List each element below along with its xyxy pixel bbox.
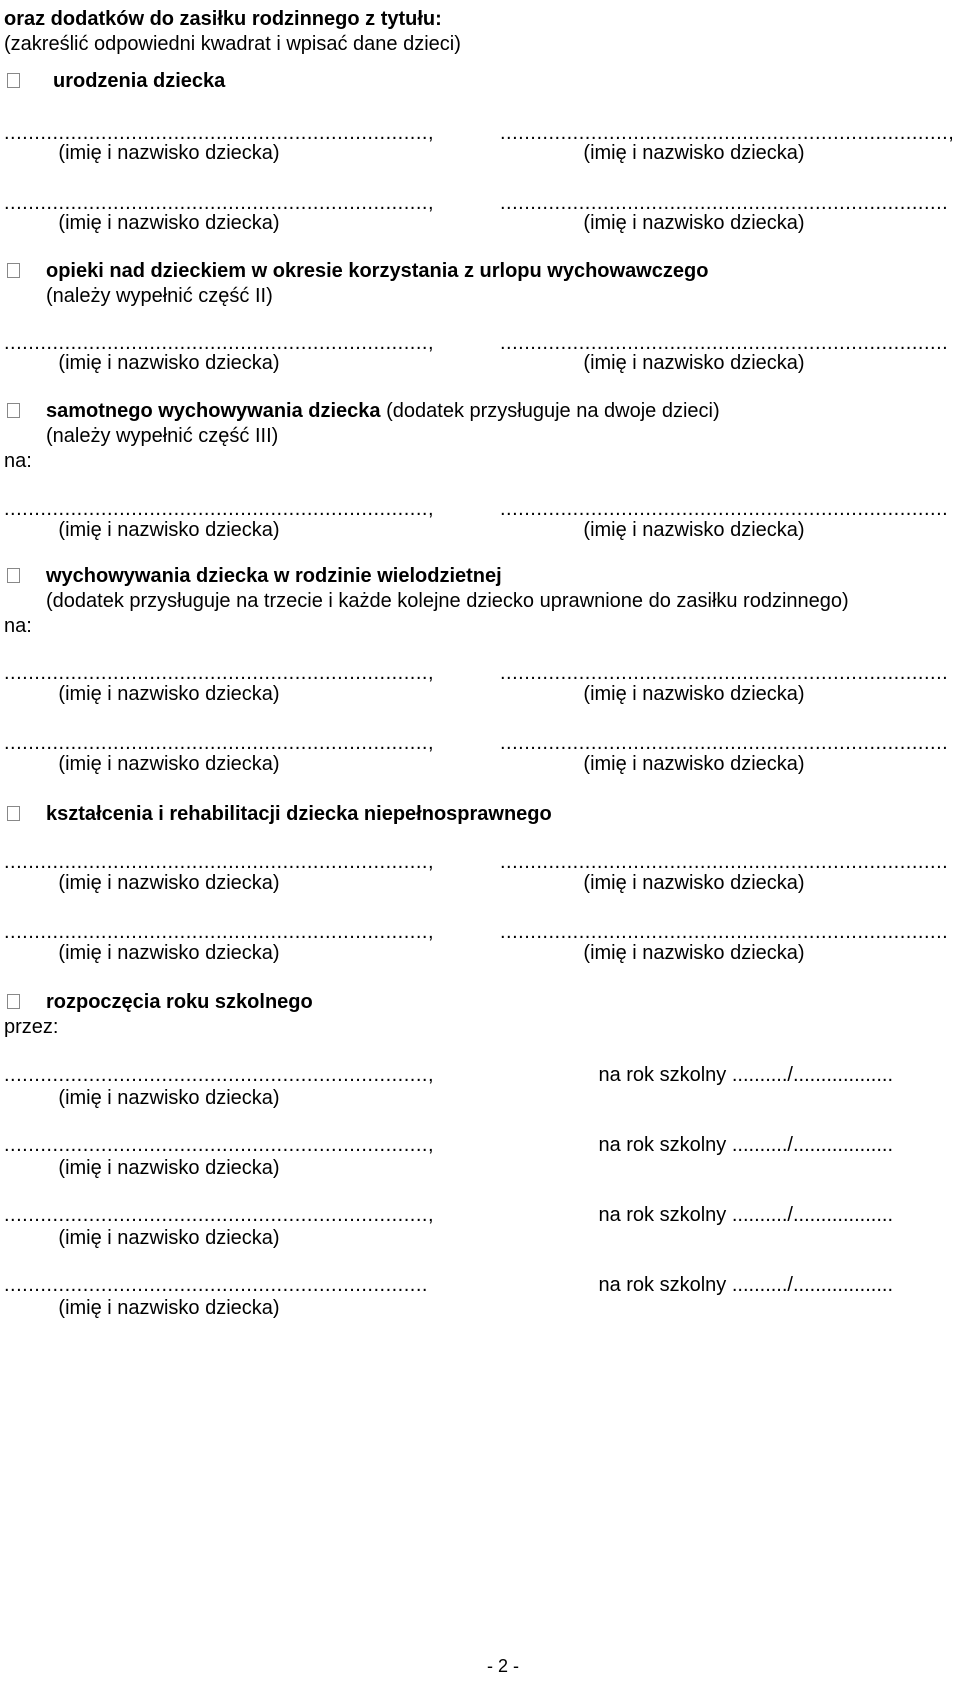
checkbox-care[interactable] bbox=[7, 263, 20, 278]
child-name-field[interactable]: .......................................................................... bbox=[500, 662, 949, 684]
child-name-caption: (imię i nazwisko dziecka) bbox=[58, 942, 280, 964]
child-name-caption: (imię i nazwisko dziecka) bbox=[58, 753, 280, 775]
child-name-caption: (imię i nazwisko dziecka) bbox=[58, 1227, 280, 1249]
school-year-field[interactable]: na rok szkolny ........../.................. bbox=[598, 1134, 893, 1156]
section-label-single-parent: samotnego wychowywania dziecka (dodatek przysługuje na dwoje dzieci) bbox=[46, 400, 720, 422]
child-name-caption: (imię i nazwisko dziecka) bbox=[58, 352, 280, 374]
form-section-title: oraz dodatków do zasiłku rodzinnego z tytułu: bbox=[4, 8, 442, 30]
section-label-large-family: wychowywania dziecka w rodzinie wielodzietnej bbox=[46, 565, 502, 587]
child-name-caption: (imię i nazwisko dziecka) bbox=[58, 683, 280, 705]
child-name-caption: (imię i nazwisko dziecka) bbox=[583, 872, 805, 894]
child-name-field[interactable]: .......................................................................... bbox=[500, 498, 949, 520]
page-number: - 2 - bbox=[487, 1656, 520, 1676]
child-name-field[interactable]: ......................................................................, bbox=[4, 192, 435, 214]
child-name-caption: (imię i nazwisko dziecka) bbox=[583, 142, 805, 164]
school-year-field[interactable]: na rok szkolny ........../.................. bbox=[598, 1274, 893, 1296]
child-name-field[interactable]: ......................................................................, bbox=[4, 921, 435, 943]
section-label-disabled-child: kształcenia i rehabilitacji dziecka niepełnosprawnego bbox=[46, 803, 552, 825]
section-label-birth: urodzenia dziecka bbox=[53, 70, 226, 92]
child-name-field[interactable]: ......................................................................, bbox=[4, 662, 435, 684]
checkbox-single-parent[interactable] bbox=[7, 403, 20, 418]
section-label-care: opieki nad dzieckiem w okresie korzystania z urlopu wychowawczego bbox=[46, 260, 709, 282]
child-name-caption: (imię i nazwisko dziecka) bbox=[583, 942, 805, 964]
checkbox-disabled-child[interactable] bbox=[7, 806, 20, 821]
child-name-caption: (imię i nazwisko dziecka) bbox=[58, 1087, 280, 1109]
section-prefix: na: bbox=[4, 450, 32, 472]
section-note-single-parent: (należy wypełnić część III) bbox=[46, 425, 279, 447]
child-name-field[interactable]: .......................................................................... bbox=[500, 192, 949, 214]
child-name-caption: (imię i nazwisko dziecka) bbox=[58, 1157, 280, 1179]
child-name-caption: (imię i nazwisko dziecka) bbox=[58, 142, 280, 164]
child-name-field[interactable]: ......................................................................, bbox=[4, 332, 435, 354]
child-name-caption: (imię i nazwisko dziecka) bbox=[583, 519, 805, 541]
section-label-school-year: rozpoczęcia roku szkolnego bbox=[46, 991, 313, 1013]
checkbox-birth[interactable] bbox=[7, 73, 20, 88]
child-name-field[interactable]: ......................................................................, bbox=[4, 498, 435, 520]
child-name-field[interactable]: ......................................................................, bbox=[4, 1204, 435, 1226]
child-name-caption: (imię i nazwisko dziecka) bbox=[58, 872, 280, 894]
child-name-field[interactable]: .......................................................................... bbox=[500, 851, 949, 873]
child-name-caption: (imię i nazwisko dziecka) bbox=[58, 1297, 280, 1319]
school-year-field[interactable]: na rok szkolny ........../.................. bbox=[598, 1204, 893, 1226]
child-name-field[interactable]: .......................................................................... bbox=[500, 332, 949, 354]
child-name-field[interactable]: .......................................................................... bbox=[500, 921, 949, 943]
school-year-field[interactable]: na rok szkolny ........../.................. bbox=[598, 1064, 893, 1086]
section-prefix: przez: bbox=[4, 1016, 59, 1038]
child-name-field[interactable]: ...................................................................... bbox=[4, 1274, 428, 1296]
child-name-field[interactable]: ......................................................................, bbox=[4, 122, 435, 144]
child-name-field[interactable]: ......................................................................, bbox=[4, 732, 435, 754]
child-name-caption: (imię i nazwisko dziecka) bbox=[583, 212, 805, 234]
child-name-field[interactable]: ......................................................................, bbox=[4, 1134, 435, 1156]
checkbox-school-year[interactable] bbox=[7, 994, 20, 1009]
section-note-care: (należy wypełnić część II) bbox=[46, 285, 273, 307]
child-name-caption: (imię i nazwisko dziecka) bbox=[58, 519, 280, 541]
checkbox-large-family[interactable] bbox=[7, 568, 20, 583]
instruction-text: (zakreślić odpowiedni kwadrat i wpisać dane dzieci) bbox=[4, 33, 461, 55]
child-name-field[interactable]: ......................................................................, bbox=[4, 1064, 435, 1086]
child-name-field[interactable]: ......................................................................, bbox=[4, 851, 435, 873]
child-name-field[interactable]: .........................................................................., bbox=[500, 122, 955, 144]
child-name-caption: (imię i nazwisko dziecka) bbox=[583, 683, 805, 705]
section-note-large-family: (dodatek przysługuje na trzecie i każde kolejne dziecko uprawnione do zasiłku rodzinnego) bbox=[46, 590, 849, 612]
child-name-field[interactable]: .......................................................................... bbox=[500, 732, 949, 754]
child-name-caption: (imię i nazwisko dziecka) bbox=[583, 352, 805, 374]
section-prefix: na: bbox=[4, 615, 32, 637]
child-name-caption: (imię i nazwisko dziecka) bbox=[58, 212, 280, 234]
child-name-caption: (imię i nazwisko dziecka) bbox=[583, 753, 805, 775]
